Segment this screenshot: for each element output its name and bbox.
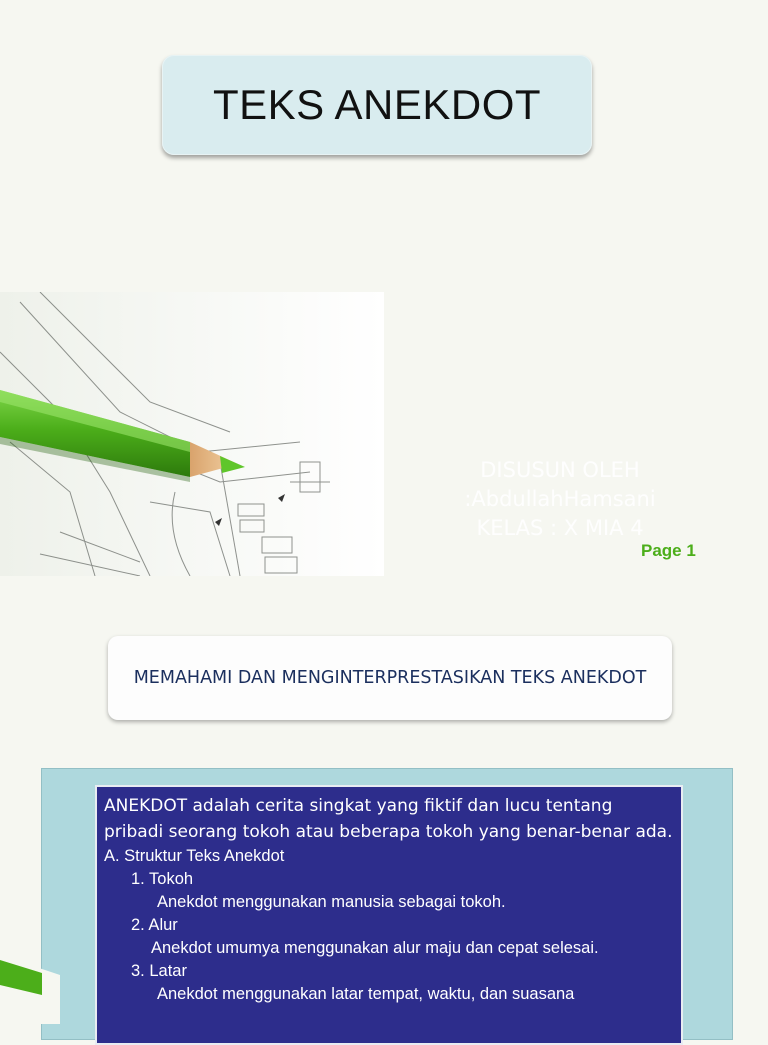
author-line: KELAS : X MIA 4 (476, 516, 644, 540)
list-item-desc: Anekdot menggunakan latar tempat, waktu, dan suasana (157, 985, 575, 1003)
author-info (420, 456, 700, 543)
anekdot-definition: ANEKDOT adalah cerita singkat yang fiktif dan lucu tentang pribadi seorang tokoh atau beberapa tokoh yang benar-benar ada. (104, 796, 673, 842)
section-heading: A. Struktur Teks Anekdot (104, 847, 285, 865)
author-line: :AbdullahHamsani (464, 487, 656, 511)
list-item-title: 1. Tokoh (131, 870, 194, 888)
list-item-title: 2. Alur (131, 916, 178, 934)
heading-box (108, 636, 672, 720)
green-pencil-fragment-icon (0, 955, 60, 1024)
slide-heading: MEMAHAMI DAN MENGINTERPRESTASIKAN TEKS ANEKDOT (133, 667, 647, 688)
author-line: DISUSUN OLEH (480, 458, 640, 482)
slide-title: TEKS ANEKDOT (212, 81, 542, 128)
title-box (162, 55, 592, 155)
list-item-title: 3. Latar (131, 962, 187, 980)
list-item-desc: Anekdot menggunakan manusia sebagai tokoh. (157, 893, 506, 911)
page-number: Page 1 (641, 541, 696, 560)
list-item-desc: Anekdot umumya menggunakan alur maju dan cepat selesai. (151, 939, 599, 957)
content-box (95, 785, 683, 1045)
pencil-blueprint-image (0, 292, 384, 576)
